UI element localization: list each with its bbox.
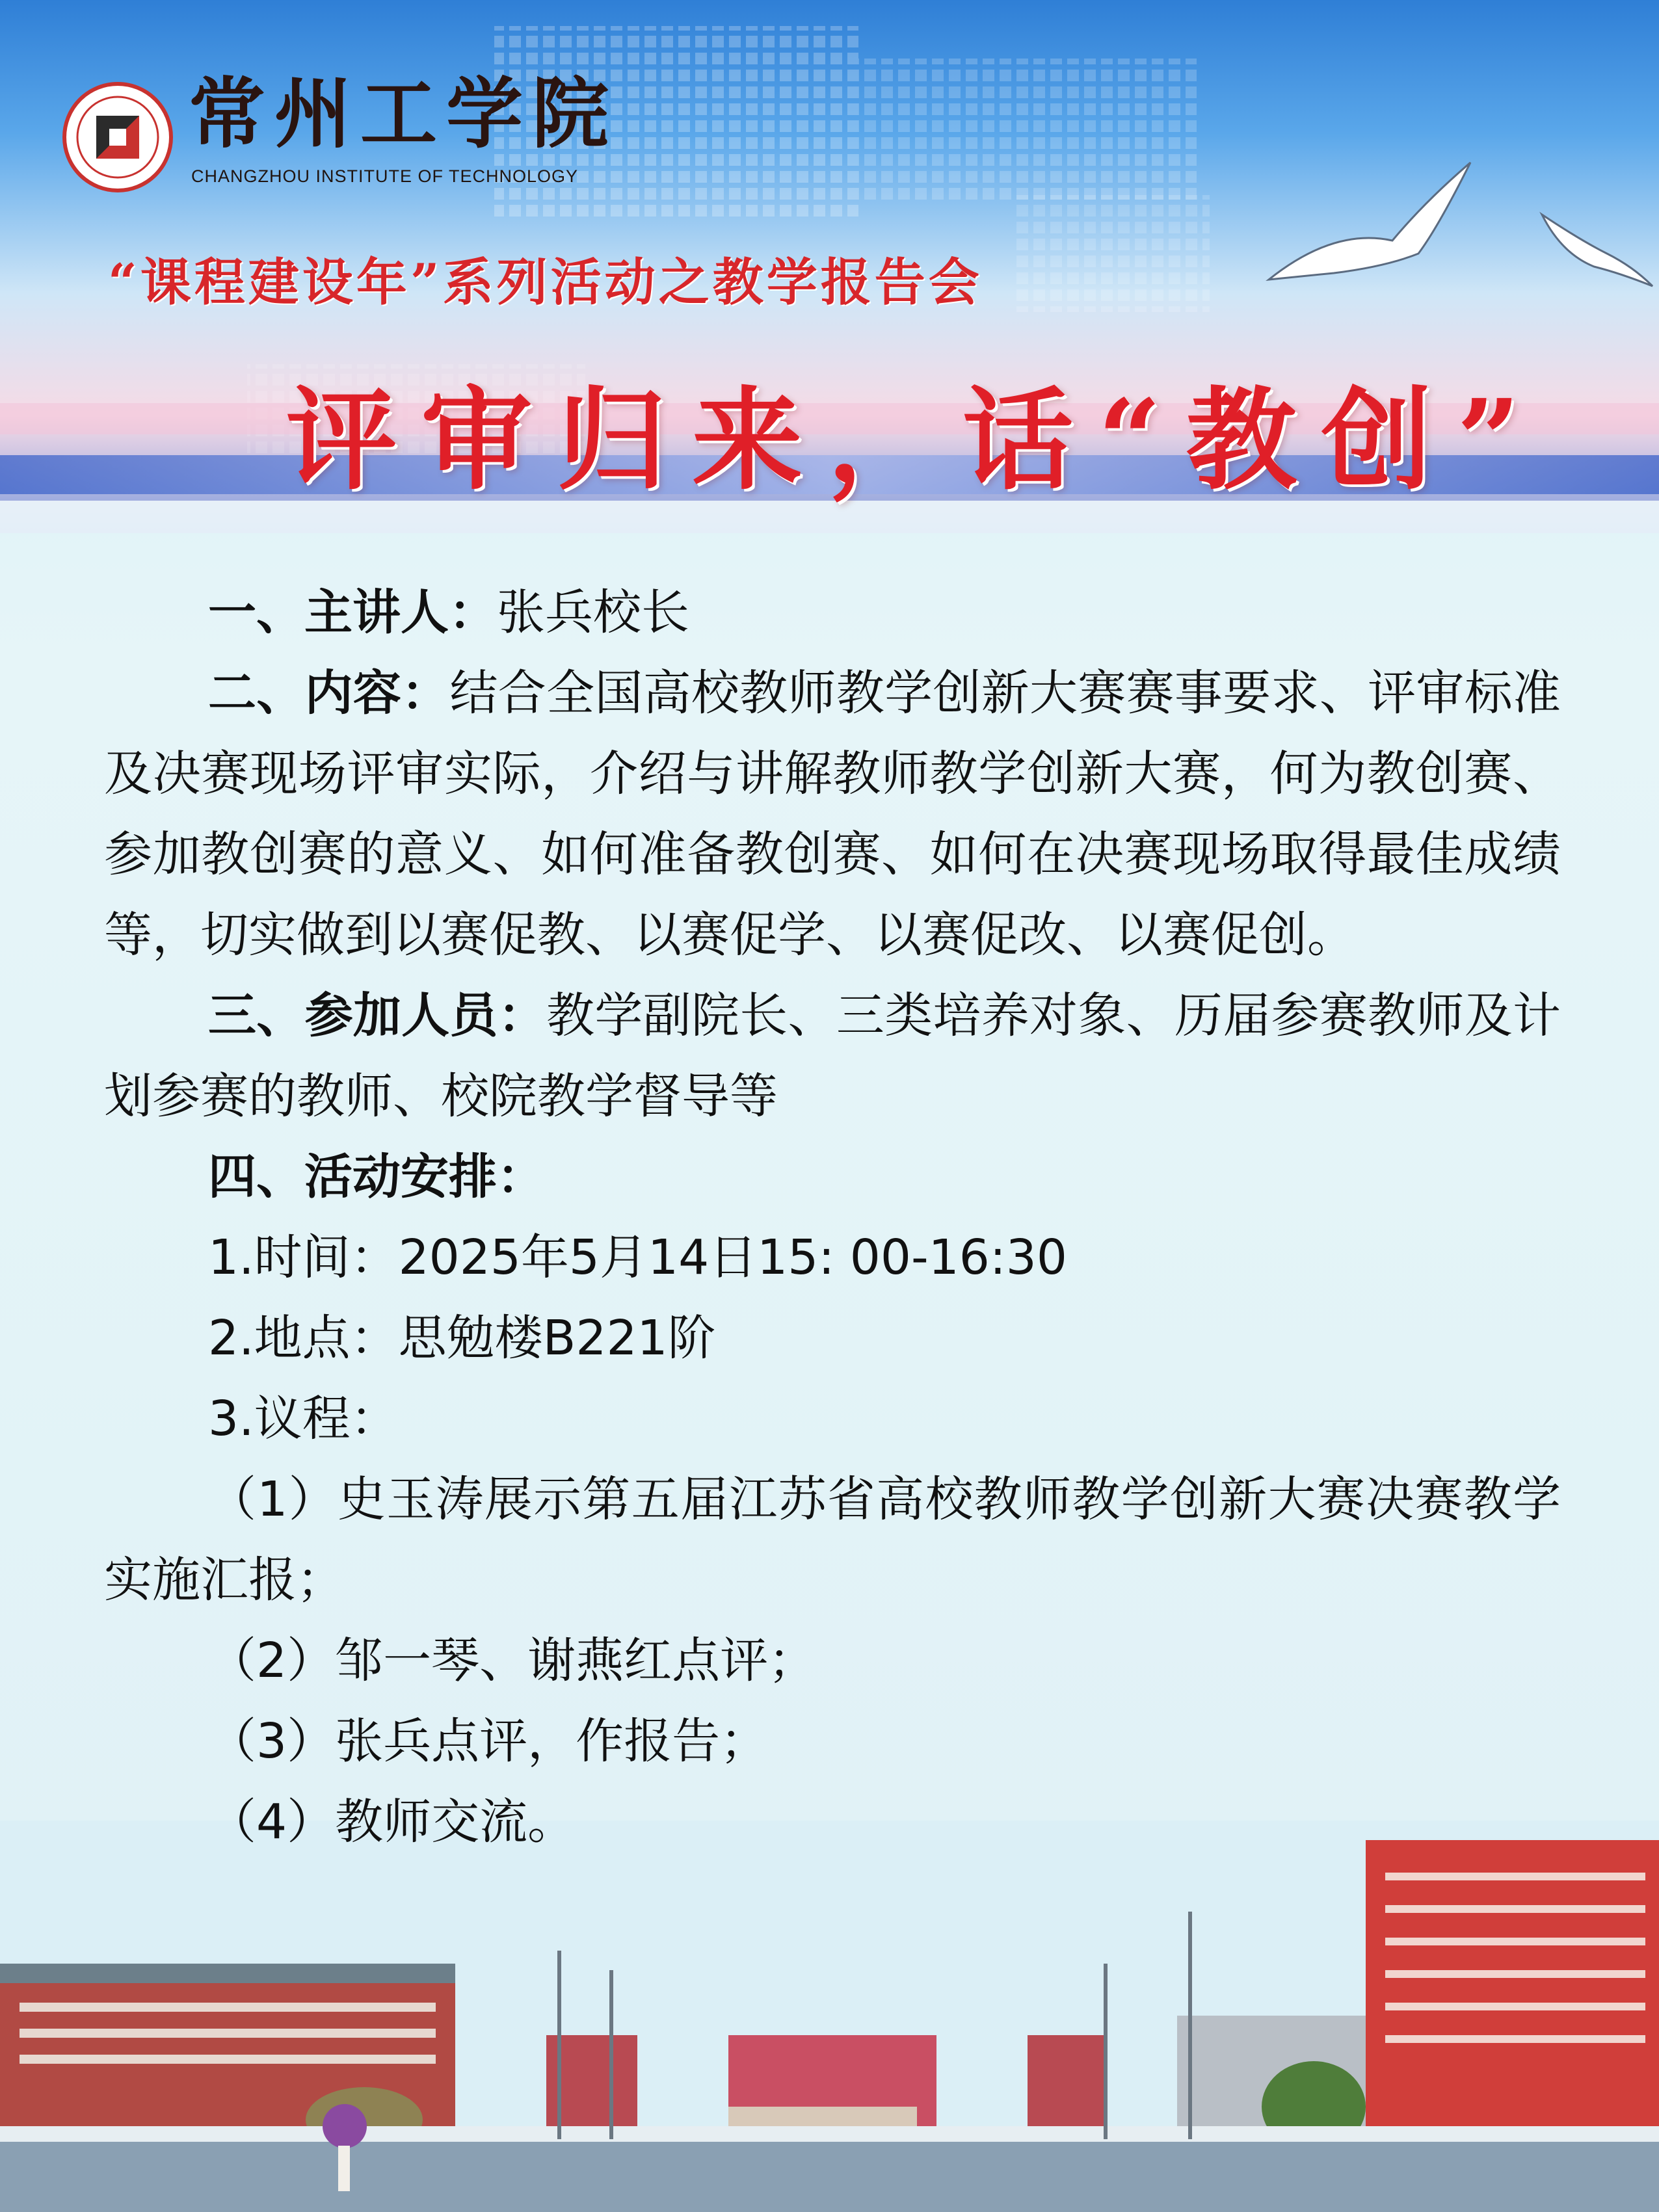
participants-label: 三、参加人员： <box>208 988 547 1044</box>
agenda-item: （2）邹一琴、谢燕红点评； <box>208 1633 817 1689</box>
content-value: 结合全国高校教师教学创新大赛赛事要求、评审标准及决赛现场评审实际，介绍与讲解教师教学创新大赛，何为教创赛、参加教创赛的意义、如何准备教创赛、如何在决赛现场取得最佳成绩等，切实做到以赛促教、以赛促学、以赛促改、以赛促创。 <box>104 665 1561 963</box>
content-paragraph <box>104 653 1561 975</box>
announcement-body <box>104 572 1561 1862</box>
agenda-item: （4）教师交流。 <box>208 1794 576 1850</box>
school-seal-logo <box>62 82 173 192</box>
school-name-chinese: 常州工学院 <box>189 68 618 159</box>
content-label: 二、内容： <box>208 665 450 721</box>
participants-paragraph <box>104 975 1561 1137</box>
campus-panorama <box>0 1821 1659 2212</box>
agenda-item: （3）张兵点评，作报告； <box>208 1713 769 1769</box>
speaker-label: 一、主讲人： <box>208 585 497 640</box>
school-name-english: CHANGZHOU INSTITUTE OF TECHNOLOGY <box>191 166 579 186</box>
main-title: 评审归来，话“教创” <box>286 375 1545 505</box>
arrangement-label: 四、活动安排： <box>208 1149 545 1205</box>
time-line: 1.时间：2025年5月14日15: 00-16:30 <box>208 1230 1067 1285</box>
seagulls-illustration <box>1256 143 1659 312</box>
arrangement-heading <box>104 1137 1561 1217</box>
agenda-label: 3.议程： <box>208 1391 399 1447</box>
participants-value: 教学副院长、三类培养对象、历届参赛教师及计划参赛的教师、校院教学督导等 <box>104 988 1561 1124</box>
place-line: 2.地点：思勉楼B221阶 <box>208 1310 716 1366</box>
speaker-line <box>104 572 1561 653</box>
series-title: “课程建设年”系列活动之教学报告会 <box>108 253 983 312</box>
speaker-value: 张兵校长 <box>497 585 689 640</box>
agenda-item: （1）史玉涛展示第五届江苏省高校教师教学创新大赛决赛教学实施汇报； <box>104 1471 1561 1608</box>
school-seal-icon <box>62 82 173 192</box>
